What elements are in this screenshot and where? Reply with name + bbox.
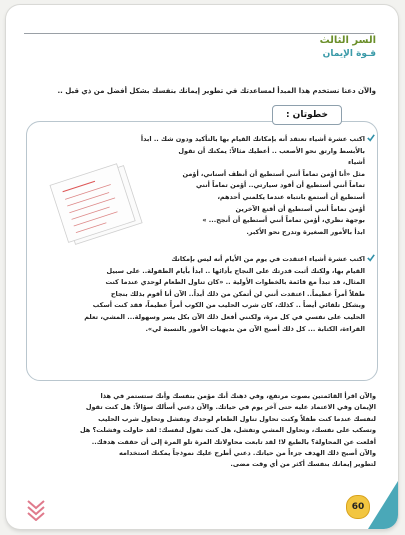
closing-line: والآن أصبح ذلك الهدف جزءاً من حياتك. دعني أطرح عليك نموذجاً يمكنك استخدامه — [118, 449, 376, 458]
chapter-title: السر الثالث — [319, 35, 376, 46]
step-one-line: أستطيع أن أستمع بانتباه عندما يكلمني أحدهم، — [217, 192, 365, 201]
step-one-line: بالأبسط وارتق نحو الأصعب .. أعطيك مثالاً: يمكنك أن تقول أشياء — [178, 146, 365, 167]
closing-line: لنفسك عندما كنت طفلاً وكنت تحاول تناول الطعام لوحدك وتفشل وتحاول شرب الحليب — [98, 414, 376, 423]
check-icon — [367, 134, 375, 142]
decorative-chevrons-icon — [24, 497, 48, 521]
step-two-line: طفلاً أمراً عظيماً.. اعتقدت أنني لن أتمكن من ذلك أبداً.. الآن أنا أقوم بذلك بنجاح — [110, 289, 365, 298]
step-two-line: الحليب على نفسي في كل مرة، ولكنني أفعل ذلك الآن بكل يسر وسهولة... المشي، تعلم — [84, 312, 365, 321]
closing-line: وتسكب على نفسك، وتحاول المشي وتفشل، هل كنت تقول لنفسك: لقد حاولت وفشلت؟ هل — [79, 426, 376, 435]
step-two-line: اكتب عشرة أشياء اعتقدت في يوم من الأيام أنه ليس بإمكانك — [171, 255, 365, 263]
page-number: 60 — [346, 495, 370, 519]
step-one-line: بوجهة نظري، أؤمن تماماً أنني أستطيع أن أنجح... » — [202, 216, 365, 225]
step-two-line: القراءة، الكتابة ... كل ذلك أصبح الآن من بديهيات الأمور بالنسبة لي». — [145, 324, 365, 333]
book-page — [6, 5, 398, 529]
closing-line: الإيمان وفي الاعتماد عليه حتى آخر يوم في حياتك. والآن دعني أسألك سؤالاً: هل كنت تقول — [85, 403, 376, 412]
step-one-line: ابدأ بالأمور الصغيرة وتدرج نحو الأكبر. — [246, 227, 365, 236]
closing-line: أقلعت عن المحاولة؟ بالطبع لا! لقد تابعت محاولاتك المرة تلو المرة إلى أن حققت هدفك.. — [91, 437, 376, 446]
header-rule — [24, 33, 374, 34]
steps-heading: خطوتان : — [272, 105, 342, 125]
closing-line: لتطوير إيمانك بنفسك أكثر من أي وقت مضى. — [230, 460, 376, 469]
step-two-line: القيام بها، ولكنك أثبت قدرتك على النجاح بأدائها .. ابدأ بأيام الطفولة.. على سبيل — [106, 266, 365, 275]
step-one — [41, 134, 365, 238]
section-title: قـوة الإيمان — [322, 49, 376, 59]
step-one-line: تماماً أنني أستطيع أن أقود سيارتي.. أؤمن تماماً أنني — [195, 181, 365, 190]
step-one-line: اكتب عشرة أشياء تعتقد أنه بإمكانك القيام بها بالتأكيد ودون شك .. ابدأ — [140, 135, 365, 143]
step-one-line: أؤمن تماماً أنني أستطيع أن أقنع الآخرين — [235, 204, 365, 213]
step-two-line: المثال، قد تبدأ مع قائمة بالخطوات الأولية .. «كان تناول الطعام لوحدي عندما كنت — [105, 278, 365, 287]
closing-paragraph — [28, 391, 376, 471]
steps-box — [26, 121, 378, 381]
step-two-line: وبشكل تلقائي أيضاً .. كذلك، كان شرب الحليب من الكوب أمراً عظيماً، فقد كنت أسكب — [92, 301, 365, 310]
closing-line: والآن اقرأ القائمتين بصوت مرتفع، وفي ذهنك أنك مؤمن بنفسك وأنك ستستمر في هذا — [100, 392, 376, 400]
intro-paragraph: والآن دعنا نستخدم هذا المبدأ لمساعدتك في تطوير إيمانك بنفسك بشكل أفضل من ذي قبل .. — [57, 87, 376, 95]
check-icon — [367, 254, 375, 262]
step-one-line: مثل «أنا أؤمن تماماً أنني أستطيع أن أنظف أسناني، أؤمن — [182, 169, 365, 178]
step-two — [41, 254, 365, 335]
